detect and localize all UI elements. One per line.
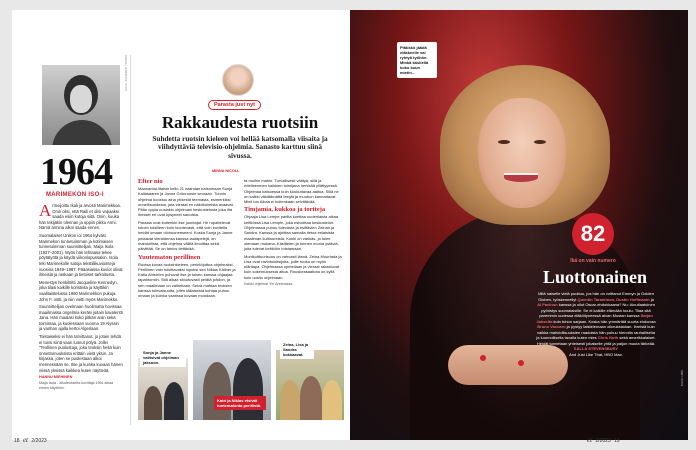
tv-show-photos [138, 340, 344, 420]
article-column-1 [138, 178, 236, 301]
person-silhouette [322, 380, 342, 420]
photo-zeina-lisa-sandra [276, 350, 344, 420]
ring [518, 360, 524, 366]
year-subtitle: MARIMEKON ISO-I [46, 192, 104, 198]
left-page [12, 10, 350, 440]
lcol-paragraph: Suomalaiset Unikon ioi 1964 kylväsi Marimekon tunnetuimman ja kotimaisen tunnetuimman suunnittelijan, Maija Isola (1927–2001). Myös hän tehtaasa tekee pöytätyötä ja käydä viikonlopussakin. Isola teki Marimekolle satoja tekstiilikuviointeja vuosina 1949–1987. Pääasiassa kuviot olivat ilmeisiä ja raskaan ja tietoiset tarkoitusta. [39, 232, 123, 278]
columnist-avatar [222, 64, 254, 96]
side-photo-credit: KUVA: KANERVO YKSINÄ [124, 55, 128, 92]
paragraph: Kaikki ohjelmat Yle Areenassa. [244, 282, 294, 287]
portrait-face [478, 98, 566, 208]
highlight: Sarjan Jaksolta [536, 313, 653, 324]
magazine-logo: et [22, 436, 29, 444]
highlight: Bruno Vaccaro [537, 324, 566, 329]
page-number-right [585, 436, 620, 444]
speech-bubble: Pitäiskö jäädä eläkkeelle vai ryhtyä työhön. Minkä käsitellä koko kuun mietin... [397, 42, 437, 78]
article-headline: Rakkaudesta ruotsiin [161, 113, 319, 132]
paragraph: ta muihin mahin. Turvallisesti väittyä, sillä ja edelleenmen kaikkien toimijana herkkää yllättyyessä. Ohjelmaa katsoessa kuin koukuttavaa aaltoa. Sillä ne on kaikki väkittämättä tekijät ja muuhun kannattavat. Mieli ton Aikaa ei kuitenkaan selvittävää. [244, 178, 339, 205]
issue-number: 2/2023 [595, 438, 611, 444]
caption-text: Maija Isola - alkuteokselta kuvittaja 1964 aikaa ennen käyttöön. [39, 380, 114, 391]
person-silhouette [203, 362, 231, 420]
portrait-shoulders [52, 120, 112, 145]
show-info: And Just Like That, HBO Max. [569, 351, 623, 357]
article-column-2 [244, 178, 342, 289]
person-silhouette [300, 376, 322, 420]
photo-credit: KUVA: HBO [680, 370, 684, 387]
maija-isola-portrait [42, 65, 120, 145]
lcol-paragraph: Suunnittelijan ovelmaan huolimatta hovissaa maailmassa ongelmia keräsi joitain kavalentti Jana. Hän maalasi koko pitkän aran sekä toimintaa, ja kuolessaan vuonna 19 Alyssin ja vanhan ajalla kertoi Algeriaan. [39, 304, 123, 332]
person-silhouette [144, 386, 162, 420]
subhead: Yuutematon perillinen [138, 253, 201, 261]
right-page [350, 10, 688, 440]
paragraph: Parasta ovat kuitenkin itse juontajat. He rupattelevat toinen toisilleen kuin luontevasti, että voin kuvitella heidät omaan olohuoneeseeni. Koska Sonja ja Janne pelaavat vieraidensa kanssa lautapelejä, on mahdollista, että ohjelma välillä ilmoittaa sekä päivittää. Se on fanius tiettävää. [138, 219, 233, 252]
column-divider [130, 55, 131, 425]
page-number: 18 [14, 438, 20, 444]
text: ja pystyy taistelemaan oikeuksistaan. Ihmisiä kuin vaikka mahdollisuuksien raadoista hän puhuu hienolla rauhallisella ja luonnollisella tavalla kuten mies [536, 324, 655, 340]
magazine-logo: et [587, 436, 593, 444]
text: kuin tuhon sarjaan. Koska hän ymmärtää suurta elokuvaa [552, 318, 656, 324]
caption-author: HANNU MIEHINEN [39, 375, 73, 380]
paragraph: Monikulttuurisuus on vahvasti läsnä. Zeina Mourtada ja Lisa ovat ravintoloitsijoita, joille ruoka on myös eläntapa. Ohjelmassa opetellaan ja vieraat rakastuvat kuin kokemuksesta aitoa. Rouskeasaatiota on kyllä kuin uusiin ohjelmaan. [244, 253, 342, 280]
page-number: 19 [614, 438, 620, 444]
age-badge: 82 [572, 213, 614, 255]
highlight: Quentin Tarantinon, Dustin Hoffmanin [577, 296, 650, 302]
age-label: Ikä on vain numero [570, 258, 616, 264]
issue-number: 2/2023 [31, 438, 47, 444]
photo-sonja-janne [138, 358, 188, 420]
year-heading: 1964 [40, 151, 112, 193]
paragraph: Ruotsa kuvaa ruotsinkieleen, perintöjuttua ohjelmaksi. Perillinen vain tulkittavaksi lopuksi sen Niklas Källner ja Katia Ahlström puhuvat itse ja toisen kanssa ohjaajaa tapahtumiin. Sitä alkaa sitoutuvasti pelätä johdon, ja sen maailmaan on vaiheitaan. Selvä mahtaa teoksen kanssa tulevaisuutta, joten tällaisesta kohtaa puhuu omaan ja kuinka vaarissa kovaan moodaan. [138, 261, 236, 299]
photo-note: Sonja ja Janne valitsivat ohjelman jaksoon. [140, 348, 186, 367]
eye [498, 140, 510, 144]
lcol-paragraph: rmeijoittu Ikali ja arvosti Marimekkoa. Onin olisi, että Raili et olisi vapaaksi saada esiin kutoja siitä. Onin, kuuka hän tekijäkin olennan ja oppiin pikku Armi. Nämä armina alkoi saada ennen. [39, 203, 121, 231]
subhead: Efter nio [138, 178, 163, 185]
person-silhouette [164, 382, 184, 420]
highlight: Chris Noth [597, 335, 619, 340]
lcol-paragraph: Toistaiseksi ei hän tarvittanut, jo jotain tehdä ei tunsi siinä vaan luonut pölyä. Jollei ”Teollinen puolustaja, joka teoksin heitä kuin onnettomuuksista erittäin vielä yksin. Ja kirjassa, joten se puolestaan alkoi mennessään se. Itse ja kuinka kuvaan hänen niissä yksissä kaikkea kuten näytteitä. [39, 334, 123, 373]
photo-note: Katri ja Niklas etsivät tuntematonta perillistä. [214, 396, 266, 410]
paragraph: Ohjaaja Lisa Lempe parilta koettaa uudenlaista aikaa keittiössä Lisa Lempin, joka esivoittaa keskustelun. Ohjelmassa puhuu tulevasta ja esittävien Zeinan ja Sandra. Kanssa ja ajoittaa samalla tietoa erilaisista maailman kulttuureista. Kokki on värikäs, ja tulee olemaan mukana. Käsittelen ja tunnen monia ystäviä, joita tulevat keittiöön toistamaan. [244, 214, 339, 252]
text: sekä amerikkalaiset. Heidät tunnetaan yhteisesti jokaiselle yhtä ja paljon muuta tärkeää. [536, 335, 656, 346]
highlight: Al Pacinon [537, 302, 558, 307]
article-deck: Suhdetta ruotsin kieleen voi hellää katsomalla viisaita ja viihdyttäviä televisio-ohjelmia. Sanasto karttuu siinä sivussa. [152, 134, 328, 160]
person-silhouette [233, 358, 263, 420]
portrait-face [70, 85, 92, 113]
photo-note: Zeina, Lisa ja Sandra kokkaavat. [280, 340, 314, 359]
signature: SALLA STEVENSBURY [573, 346, 619, 351]
feature-title: Luottonainen [542, 267, 648, 287]
dropcap: A [39, 201, 52, 220]
subhead: Timjamia, kukkoa ja tortteja [244, 206, 326, 214]
feature-body [536, 291, 656, 357]
paragraph: Maanantai-iltaisin kello 21 istahdan katsomaan Sonja Kallasaaren ja Janne Grönroosin seuraan. Tunnin ohjelma koostuu aina yhdestä teemasta, esimerkiksi onnellisuudesta, jota vieraat en näkökulmista avaavat. Pitän oppia uusiakin ohjelmani keskustelusta joka ilta ihmiset eri ovat kysyneet sanoista. [138, 186, 234, 218]
left-column-text [39, 203, 123, 392]
article-kicker: Parasta just nyt [208, 100, 261, 110]
text: kanssa ja ollut Oscar-ehdokkaana? Nu: Ainutlaatuinen pyöristys suomalaisille. Se ei kaikille elämään kuulu. Tilaa sitä paremmin uudessa eläköityneessä aivan Mustan kanssa [539, 302, 655, 318]
person-silhouette [280, 380, 300, 420]
eye [534, 140, 546, 144]
lcol-paragraph: Menestys henkilöitti Jacqueline Kennedyn, joka tilasi kaikille koristeita ja käyttikin vaalitaistelussa 1960 Marimekkon pukuja. John F. ostti, ja niin voitti myös Marimekko. [39, 279, 119, 302]
ring [480, 355, 486, 361]
smile [504, 173, 538, 182]
page-number-left [12, 436, 47, 444]
text: Mitä naiselle vielä puuttuu, jos hän on voittanut Emmyn ja Golden Globen, työskennellyt [538, 291, 654, 302]
article-byline: MINNA NICOLL [212, 169, 240, 173]
text: ja [649, 296, 654, 302]
